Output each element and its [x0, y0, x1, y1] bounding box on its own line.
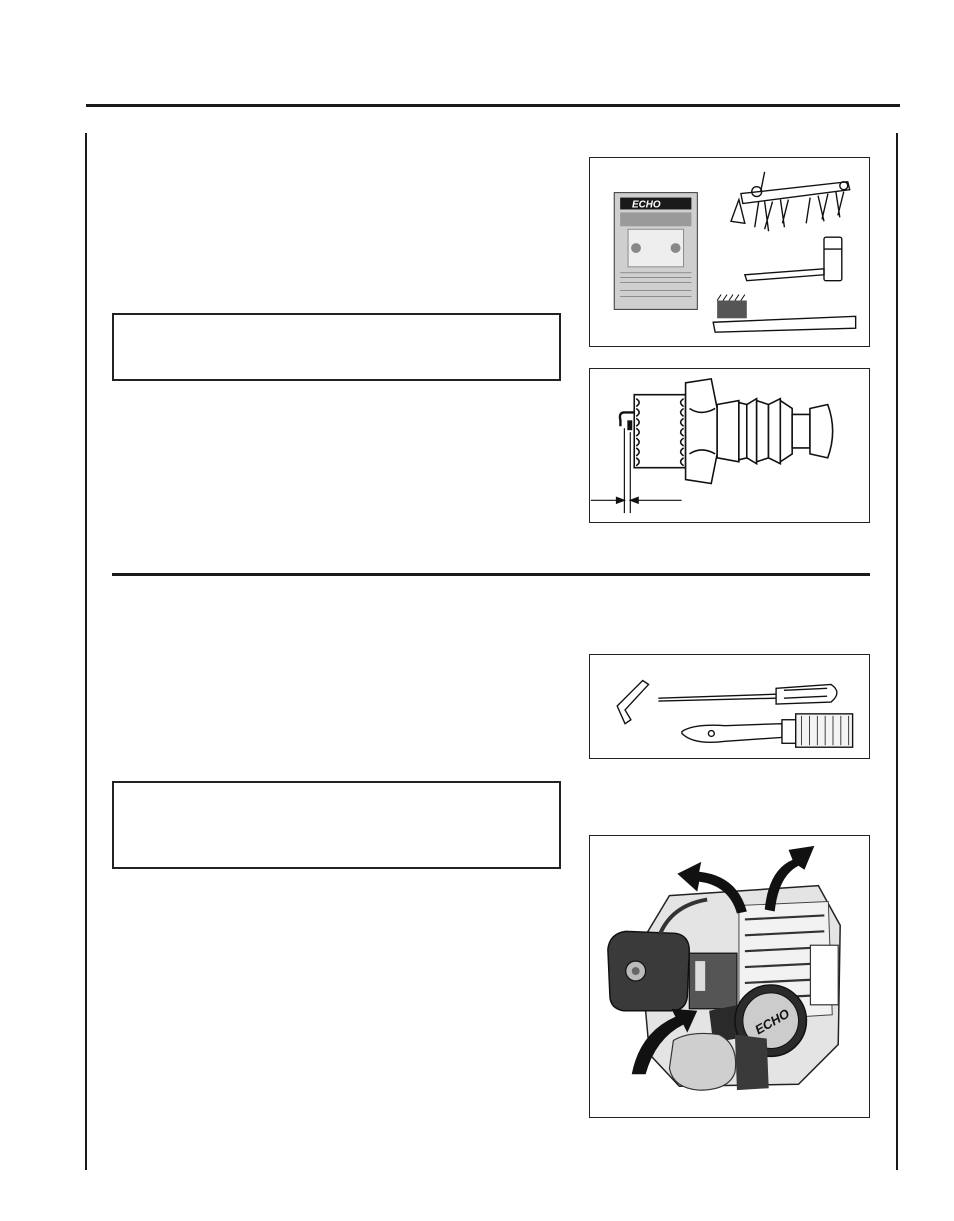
figure-cleaning-tools: [589, 654, 870, 759]
engine-photo-illustration: [590, 836, 869, 1117]
cleaning-tools-illustration: [590, 655, 869, 758]
right-margin-line: [896, 133, 898, 1170]
left-margin-line: [85, 133, 87, 1170]
paint-brush-tool: [682, 714, 853, 747]
notice-box-spark-plug: [112, 313, 561, 381]
top-rule: [86, 104, 900, 107]
feeler-gauge-tool: [731, 172, 850, 231]
engine-brand-label: ECHO: [752, 1005, 792, 1038]
wire-brush-tool: [713, 295, 855, 333]
figure-spark-plug-gap: [589, 368, 870, 523]
center-electrode: [627, 420, 632, 430]
screwdriver-tool: [658, 684, 837, 704]
section-divider: [112, 573, 870, 576]
spark-plug-illustration: [590, 369, 869, 522]
kit-card-brand: ECHO: [632, 199, 661, 211]
figure-engine-cooling: [589, 835, 870, 1118]
notice-box-cooling: [112, 781, 561, 869]
kit-card: [614, 193, 697, 310]
air-filter-cover: [608, 931, 689, 1010]
plug-wrench-tool: [745, 237, 842, 281]
spark-plug: [634, 379, 832, 484]
maintenance-kit-illustration: [590, 158, 869, 346]
hex-key-tool: [617, 681, 648, 724]
fuel-tank: [669, 1033, 768, 1090]
figure-maintenance-kit: [589, 157, 870, 347]
